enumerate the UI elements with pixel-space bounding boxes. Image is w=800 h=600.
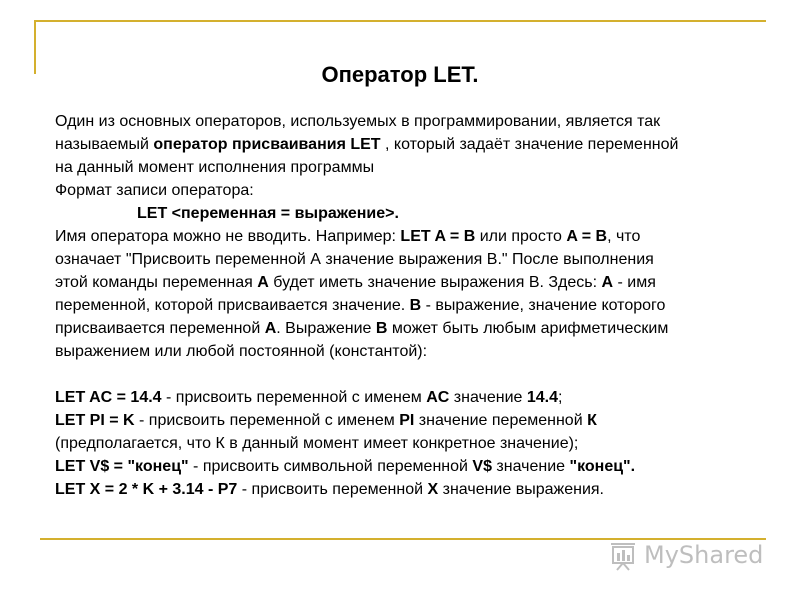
text-line [55,455,775,478]
text-run: называемый [55,136,154,153]
text-run: Один из основных операторов, используемых в программировании, является так [55,113,661,130]
bold-text-run: AC [426,389,450,406]
text-run: выражением или любой постоянной (константой): [55,343,428,360]
text-line [55,271,775,294]
text-run: - присвоить переменной с именем [134,412,400,429]
text-run: значение переменной [414,412,588,429]
text-run: будет иметь значение выражения В. Здесь: [268,274,602,291]
bold-text-run: LET V$ = "конец" [55,458,189,475]
bold-text-run: 14.4 [526,389,558,406]
slide-title: Оператор LET. [321,62,479,87]
text-run: Имя оператора можно не вводить. Например: [55,228,401,245]
bold-text-run: LET PI = K [55,412,135,429]
frame-top-line [34,20,766,22]
bold-text-run: В [409,297,422,314]
text-line [55,478,775,501]
text-run: , что [607,228,641,245]
bold-text-run: К [587,412,597,429]
bold-text-run: V$ [472,458,492,475]
text-run: - присвоить переменной с именем [161,389,427,406]
bold-text-run: LET <переменная = выражение>. [137,205,399,222]
watermark-text: MyShared [644,541,764,569]
bold-text-run: A = B [566,228,608,245]
text-run: значение [449,389,527,406]
bold-text-run: LET X = 2 * K + 3.14 - P7 [55,481,238,498]
watermark [608,537,768,573]
text-line [55,248,775,271]
bold-text-run: А [264,320,277,337]
text-line [55,110,775,133]
text-line [55,340,775,363]
text-run: , который задаёт значение переменной [380,136,679,153]
text-run: . Выражение [276,320,376,337]
text-run: присваивается переменной [55,320,265,337]
text-run: (предполагается, что К в данный момент имеет конкретное значение); [55,435,579,452]
text-run: - выражение, значение которого [421,297,666,314]
myshared-logo-icon [608,539,638,571]
bold-text-run: X [427,481,439,498]
bold-text-run: "конец". [569,458,636,475]
text-line [55,179,775,202]
bold-text-run: LET AC = 14.4 [55,389,162,406]
text-run: - присвоить переменной [237,481,428,498]
text-run: значение [491,458,570,475]
text-run: переменной, которой присваивается значение. [55,297,410,314]
bold-text-run: оператор присваивания LET [153,136,381,153]
text-line [55,432,775,455]
text-run: - присвоить символьной переменной [188,458,473,475]
text-run: на данный момент исполнения программы [55,159,375,176]
text-line [55,294,775,317]
bold-text-run: А [601,274,614,291]
text-run: ; [557,389,563,406]
slide-body [55,110,775,501]
text-run: значение выражения. [438,481,604,498]
bold-text-run: А [257,274,269,291]
text-line [55,386,775,409]
text-run: этой команды переменная [55,274,258,291]
text-line [55,409,775,432]
text-run: означает "Присвоить переменной А значение выражения В." После выполнения [55,251,654,268]
text-line [55,156,775,179]
bold-text-run: PI [399,412,415,429]
bold-text-run: В [375,320,388,337]
text-line [55,225,775,248]
text-run: или просто [475,228,567,245]
text-line [55,202,775,225]
text-line [55,133,775,156]
text-run: может быть любым арифметическим [387,320,669,337]
bold-text-run: LET A = B [400,228,476,245]
text-line [55,317,775,340]
blank-line [55,363,775,386]
text-run: - имя [613,274,656,291]
text-run: Формат записи оператора: [55,182,254,199]
